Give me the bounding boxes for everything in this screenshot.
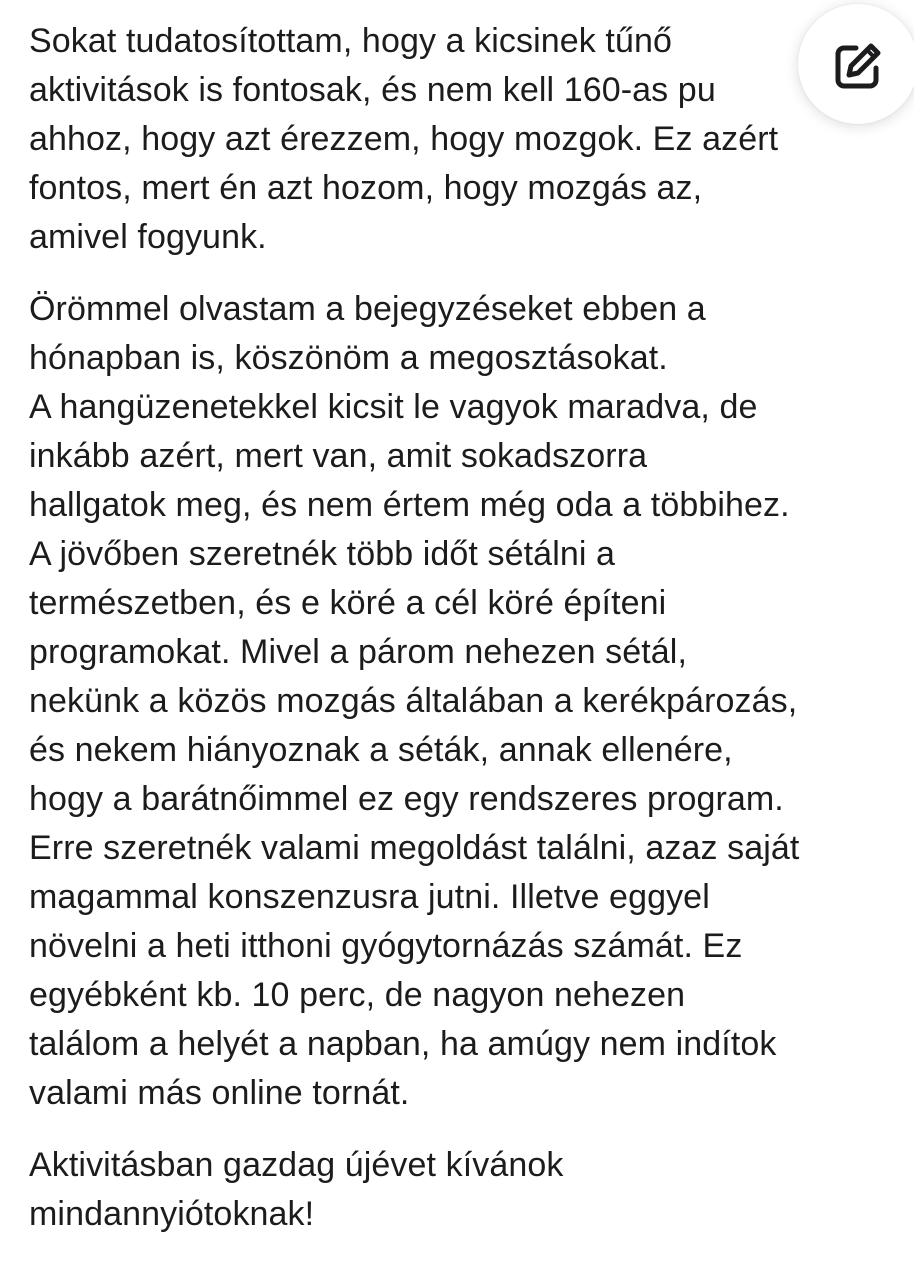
text-line: mindannyiótoknak! [29,1195,315,1233]
paragraph-spacer [29,1118,899,1141]
text-line: A hangüzenetekkel kicsit le vagyok maradva, de [29,388,758,426]
text-line: amivel fogyunk. [29,218,267,256]
text-line: találom a helyét a napban, ha amúgy nem indítok [29,1025,777,1063]
text-line: magammal konszenzusra jutni. Illetve eggyel [29,878,710,916]
text-line: fontos, mert én azt hozom, hogy mozgás az, [29,169,703,207]
text-line: és nekem hiányoznak a séták, annak ellenére, [29,731,733,769]
post-body [29,17,899,1239]
compose-edit-icon [832,40,884,92]
text-line: növelni a heti itthoni gyógytornázás számát. Ez [29,927,743,965]
text-line: Aktivitásban gazdag újévet kívánok [29,1146,564,1184]
post-paragraph-2 [29,285,899,1118]
text-line: programokat. Mivel a párom nehezen sétál, [29,633,687,671]
text-line: hónapban is, köszönöm a megosztásokat. [29,339,668,377]
text-line: Sokat tudatosítottam, hogy a kicsinek tűnő [29,22,673,60]
text-line: ahhoz, hogy azt érezzem, hogy mozgok. Ez azért [29,120,779,158]
text-line: hallgatok meg, és nem értem még oda a többihez. [29,486,790,524]
compose-button[interactable] [798,4,914,124]
text-line: aktivitások is fontosak, és nem kell 160-as pu [29,71,716,109]
post-paragraph-3 [29,1141,899,1239]
text-line: hogy a barátnőimmel ez egy rendszeres program. [29,780,784,818]
text-line: A jövőben szeretnék több időt sétálni a [29,535,616,573]
text-line: Erre szeretnék valami megoldást találni, azaz saját [29,829,800,867]
text-line: természetben, és e köré a cél köré építeni [29,584,667,622]
paragraph-spacer [29,262,899,285]
text-line: nekünk a közös mozgás általában a kerékpározás, [29,682,798,720]
text-line: egyébként kb. 10 perc, de nagyon nehezen [29,976,686,1014]
text-line: inkább azért, mert van, amit sokadszorra [29,437,648,475]
post-paragraph-1 [29,17,899,262]
text-line: valami más online tornát. [29,1074,410,1112]
text-line: Örömmel olvastam a bejegyzéseket ebben a [29,290,706,328]
